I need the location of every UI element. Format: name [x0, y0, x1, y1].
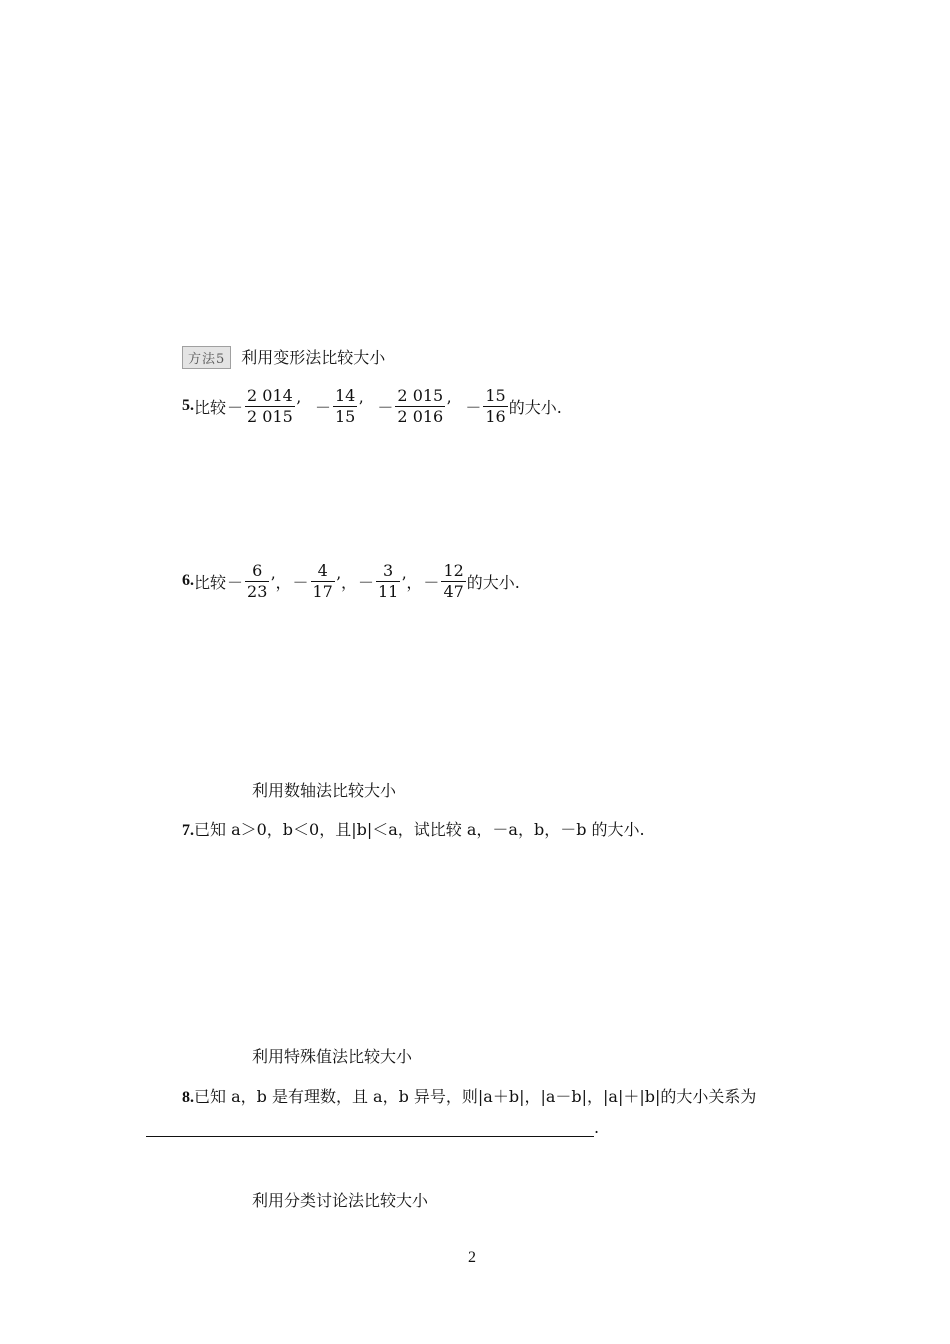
- fraction-numerator: 2 015: [397, 385, 444, 405]
- fraction-denominator: 16: [485, 406, 506, 426]
- question-6-prefix: 比较: [194, 572, 227, 592]
- question-8: [182, 1084, 756, 1107]
- fraction: [395, 386, 445, 427]
- fraction: [245, 386, 295, 427]
- separator: ’: [446, 396, 452, 416]
- minus-sign: －: [292, 572, 309, 592]
- separator: ’，: [401, 572, 423, 592]
- fraction-denominator: 2 015: [247, 406, 293, 426]
- question-5-number: 5.: [182, 397, 194, 414]
- fraction: [311, 561, 335, 602]
- fraction-denominator: 17: [312, 581, 333, 601]
- question-6: [182, 558, 520, 604]
- separator: ’，: [335, 572, 357, 592]
- fraction: [245, 561, 269, 602]
- minus-sign: －: [314, 397, 331, 417]
- minus-sign: －: [377, 397, 394, 417]
- fraction-numerator: 4: [317, 560, 328, 580]
- fraction-numerator: 6: [252, 560, 263, 580]
- minus-sign: －: [357, 572, 374, 592]
- special-value-method-heading: 利用特殊值法比较大小: [252, 1047, 413, 1066]
- case-analysis-method-heading: 利用分类讨论法比较大小: [252, 1191, 429, 1210]
- fraction: [333, 386, 357, 427]
- answer-end-period: .: [594, 1118, 600, 1137]
- fraction: [483, 386, 507, 427]
- fraction: [376, 561, 400, 602]
- question-7-text: 已知 a＞0，b＜0，且|b|＜a，试比较 a，－a，b，－b 的大小.: [194, 820, 645, 839]
- answer-blank-row: [146, 1118, 599, 1137]
- fraction-denominator: 23: [247, 581, 268, 601]
- question-6-suffix: 的大小.: [466, 572, 520, 592]
- minus-sign: －: [227, 397, 244, 417]
- separator: ’: [358, 396, 364, 416]
- question-5: [182, 383, 562, 429]
- fraction-numerator: 15: [485, 385, 506, 405]
- fraction-numerator: 2 014: [247, 385, 293, 405]
- fraction-denominator: 47: [443, 581, 464, 601]
- question-7-number: 7.: [182, 822, 194, 839]
- question-8-text: 已知 a，b 是有理数，且 a，b 异号，则|a＋b|，|a－b|，|a|＋|b|的大小关系为: [194, 1087, 757, 1106]
- fraction-denominator: 2 016: [397, 406, 444, 426]
- fraction-numerator: 3: [383, 560, 394, 580]
- question-7: [182, 817, 645, 840]
- separator: ’，: [270, 572, 292, 592]
- minus-sign: －: [423, 572, 440, 592]
- question-8-number: 8.: [182, 1089, 194, 1106]
- fraction-denominator: 11: [377, 581, 399, 601]
- fraction-denominator: 15: [334, 406, 356, 426]
- answer-blank[interactable]: [146, 1120, 594, 1137]
- question-5-prefix: 比较: [194, 397, 227, 417]
- question-5-suffix: 的大小.: [508, 397, 562, 417]
- page-number: 2: [468, 1249, 476, 1266]
- fraction: [441, 561, 465, 602]
- minus-sign: －: [227, 572, 244, 592]
- method-badge: 方法5: [182, 346, 231, 369]
- separator: ’: [295, 396, 301, 416]
- minus-sign: －: [465, 397, 482, 417]
- question-6-number: 6.: [182, 572, 194, 589]
- fraction-numerator: 14: [334, 385, 356, 405]
- number-line-method-heading: 利用数轴法比较大小: [252, 781, 397, 800]
- method-5-heading: [182, 345, 385, 369]
- fraction-numerator: 12: [443, 560, 464, 580]
- method-5-title: 利用变形法比较大小: [241, 348, 386, 367]
